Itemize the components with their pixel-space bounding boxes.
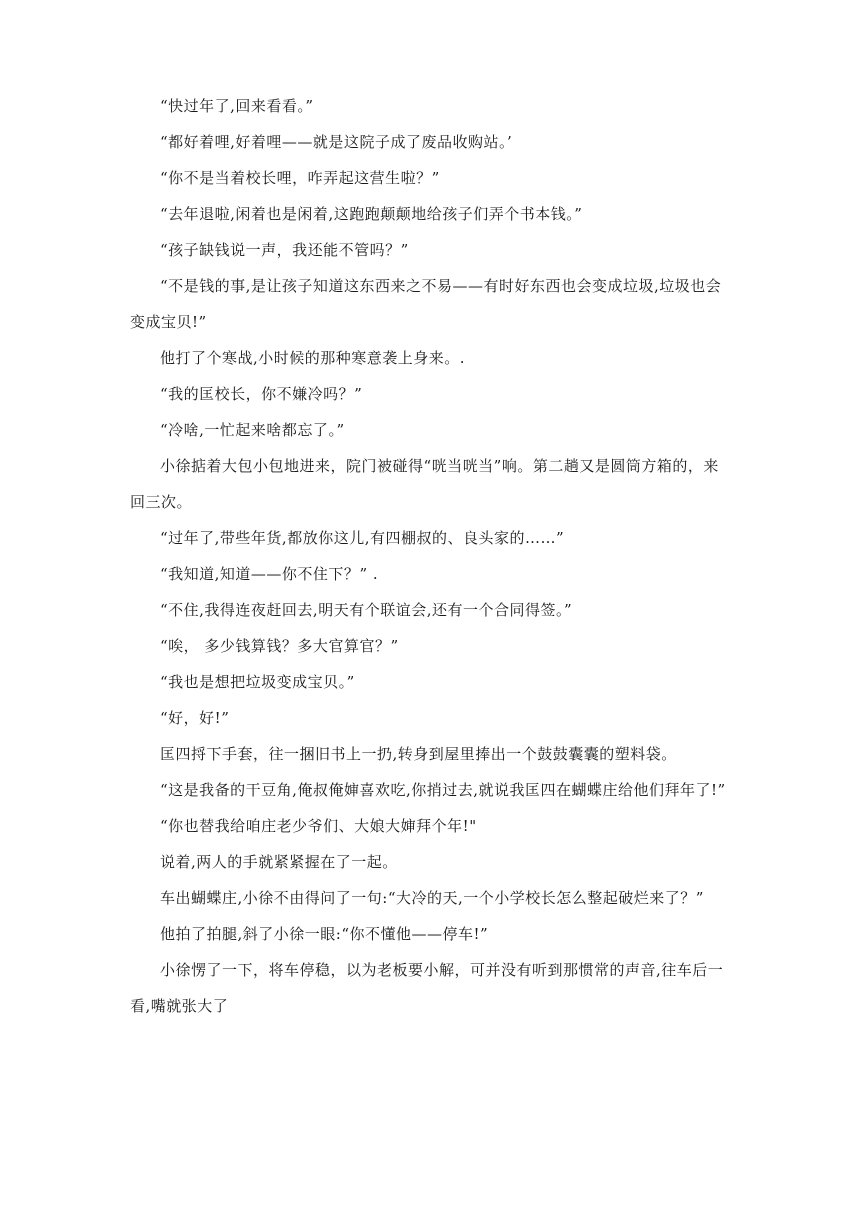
paragraph-10: 小徐掂着大包小包地进来，院门被碰得“咣当咣当”响。第二趟又是圆筒方箱的，来回三次。 [130, 457, 719, 511]
paragraph-3: “你不是当着校长哩，咋弄起这营生啦？” [160, 169, 440, 187]
paragraph-20: 说着,两人的手就紧紧握在了一起。 [160, 853, 398, 871]
paragraph-5: “孩子缺钱说一声，我还能不管吗？” [160, 241, 409, 259]
paragraph-23: 小徐愣了一下，将车停稳，以为老板要小解，可并没有听到那惯常的声音,往车后一看,嘴就张大了 [130, 961, 724, 1015]
paragraph-22: 他拍了拍腿,斜了小徐一眼:“你不懂他——停车!” [160, 925, 489, 943]
paragraph-8: “我的匡校长，你不嫌冷吗？” [160, 385, 363, 403]
paragraph-6: “不是钱的事,是让孩子知道这东西来之不易——有时好东西也会变成垃圾,垃圾也会变成宝贝!” [130, 277, 722, 331]
paragraph-12: “我知道,知道——你不住下？” . [160, 565, 379, 583]
paragraph-17: 匡四捋下手套，往一捆旧书上一扔,转身到屋里捧出一个鼓鼓囊囊的塑料袋。 [160, 745, 677, 763]
paragraph-19: “你也替我给咱庄老少爷们、大娘大婶拜个年!" [160, 817, 477, 835]
paragraph-11: “过年了,带些年货,都放你这儿,有四棚叔的、良头家的……” [160, 529, 565, 547]
paragraph-4: “去年退啦,闲着也是闲着,这跑跑颠颠地给孩子们弄个书本钱。” [160, 205, 583, 223]
paragraph-9: “冷啥,一忙起来啥都忘了。” [160, 421, 345, 439]
paragraph-15: “我也是想把垃圾变成宝贝。” [160, 673, 355, 691]
paragraph-21: 车出蝴蝶庄,小徐不由得问了一句:“大冷的天,一个小学校长怎么整起破烂来了？” [160, 889, 704, 907]
paragraph-18: “这是我备的干豆角,俺叔俺婶喜欢吃,你捎过去,就说我匡四在蝴蝶庄给他们拜年了!” [160, 781, 726, 799]
paragraph-1: “快过年了,回来看看。” [160, 97, 314, 115]
story-text [130, 88, 730, 1024]
paragraph-2: “都好着哩,好着哩——就是这院子成了废品收购站。’ [160, 133, 513, 151]
paragraph-13: “不住,我得连夜赶回去,明天有个联谊会,还有一个合同得签。” [160, 601, 573, 619]
paragraph-14: “唉， 多少钱算钱？多大官算官？” [160, 637, 399, 655]
paragraph-7: 他打了个寒战,小时候的那种寒意袭上身来。. [160, 349, 466, 367]
paragraph-16: “好，好!” [160, 709, 230, 727]
